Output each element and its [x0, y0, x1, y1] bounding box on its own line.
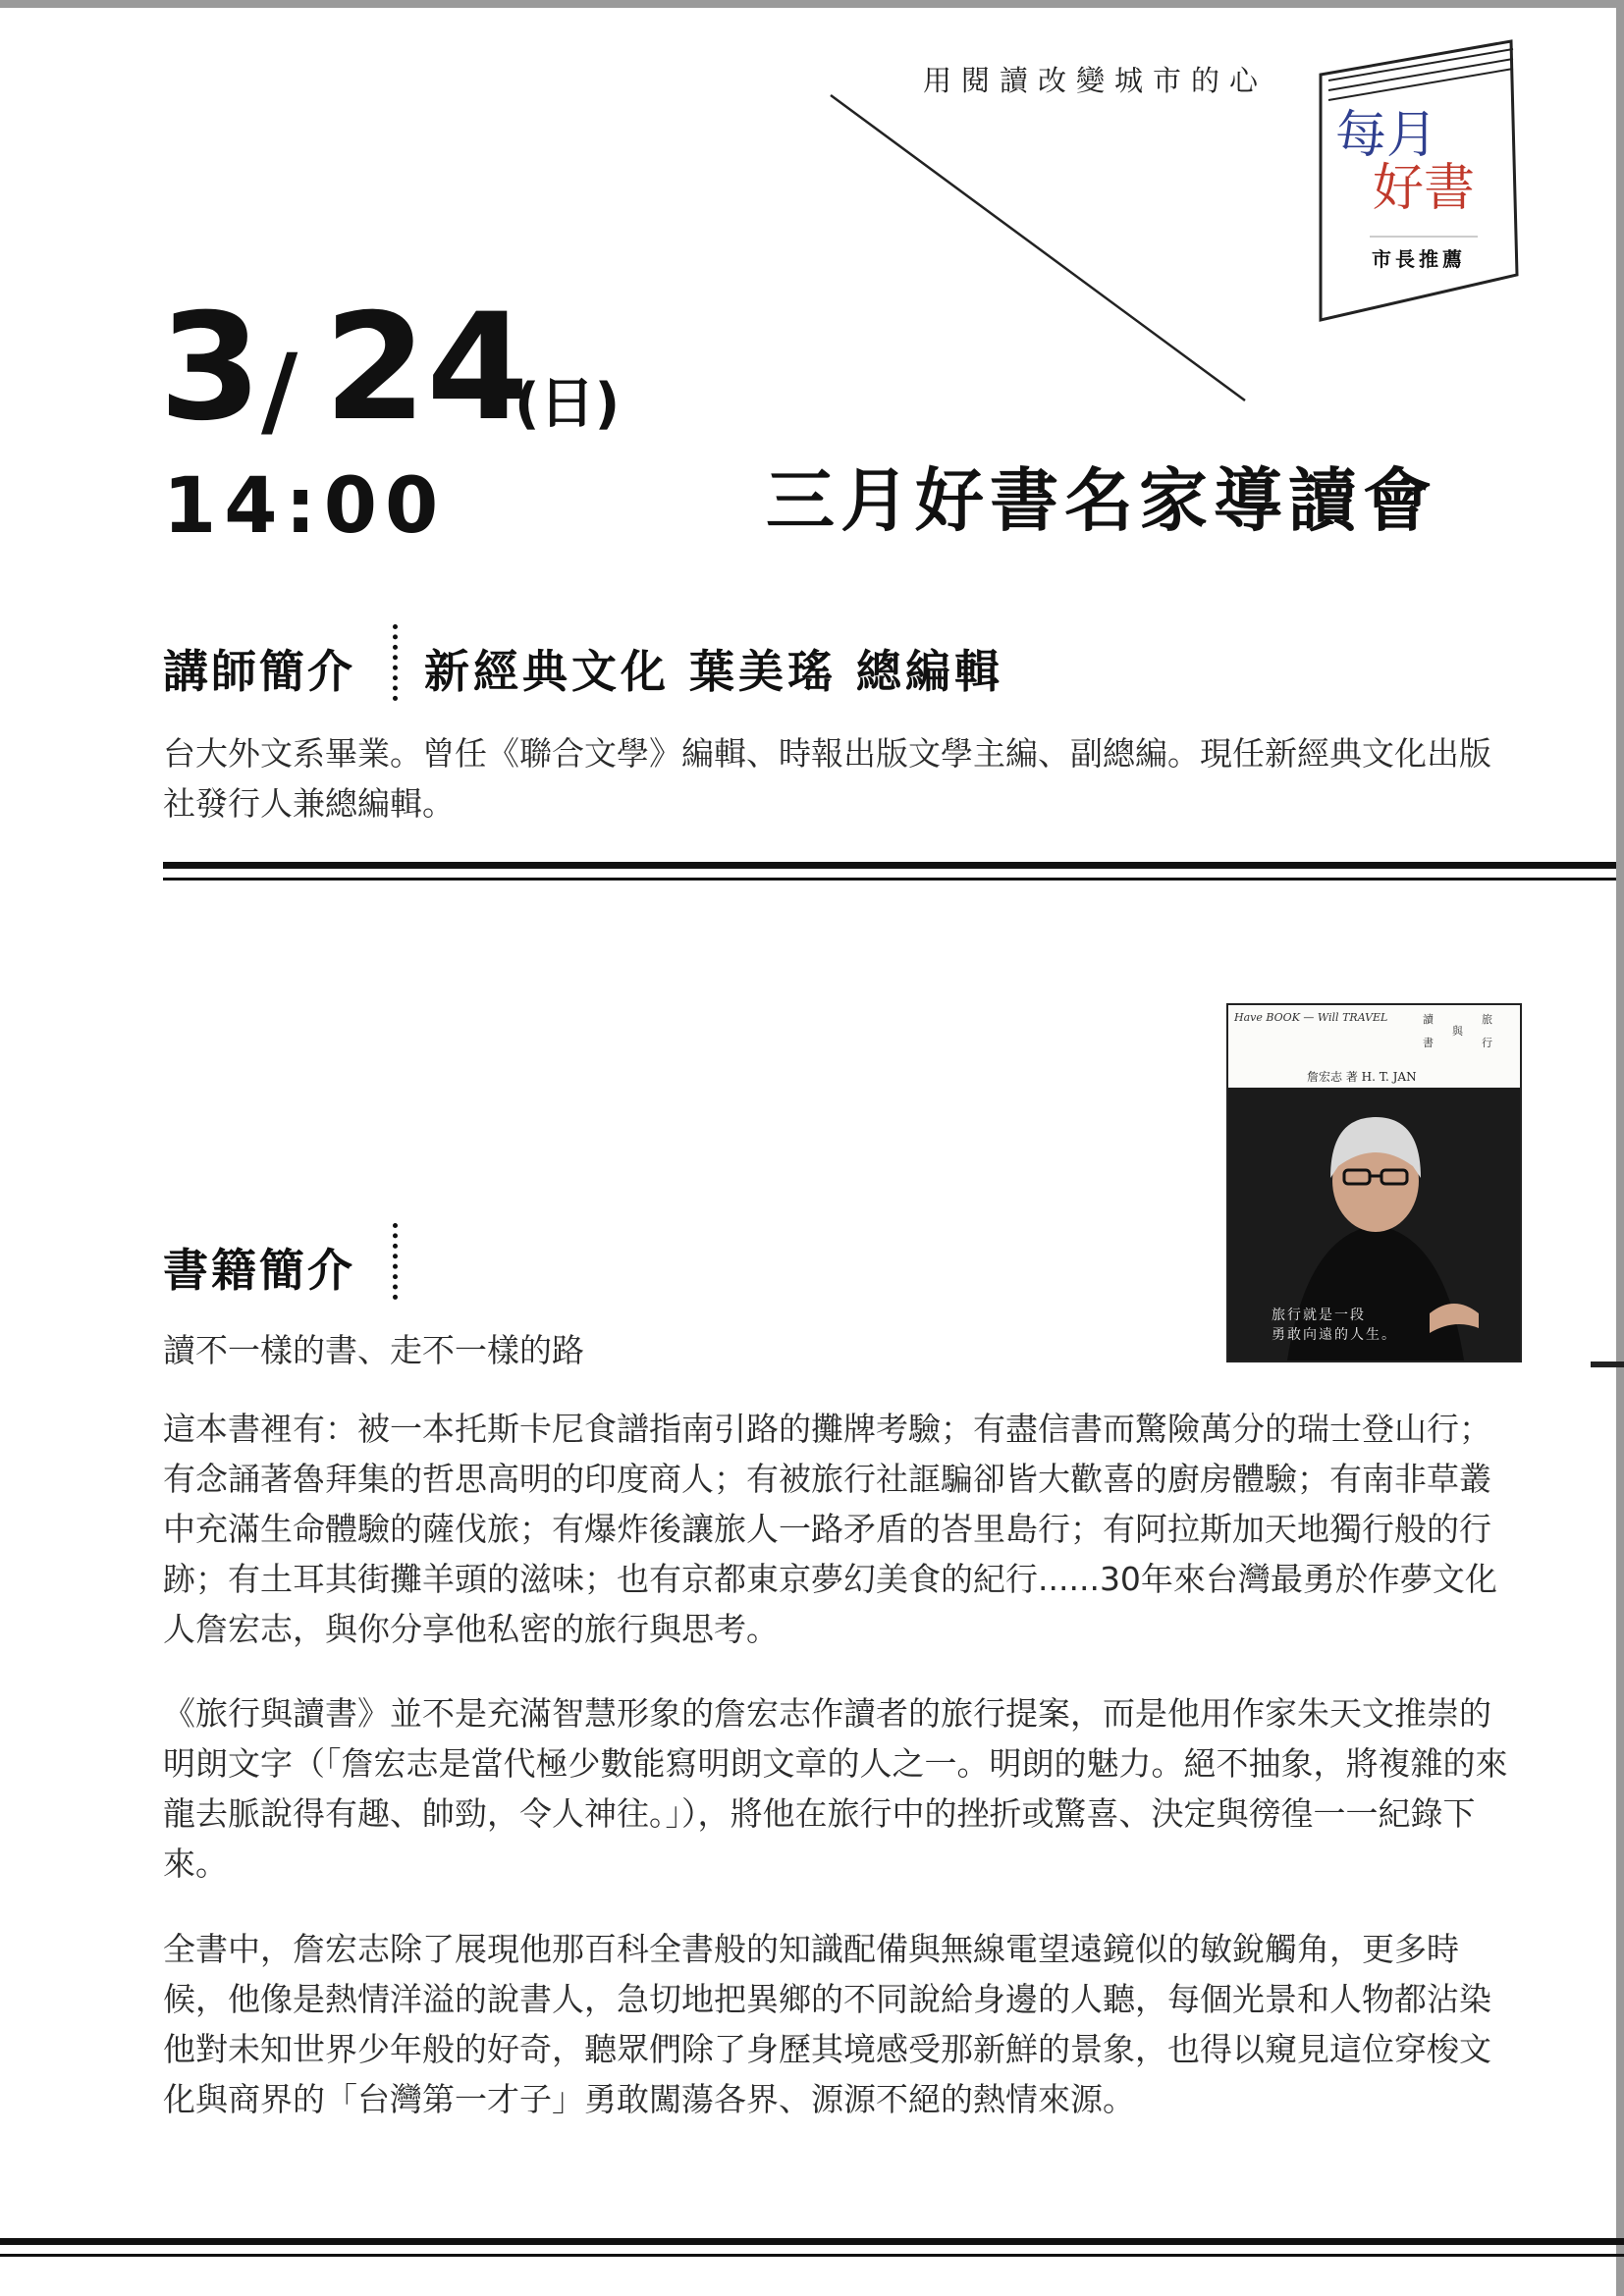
speaker-bio: [163, 728, 1516, 828]
dotted-separator: [393, 624, 398, 701]
cover-vertical-char: 行: [1482, 1037, 1492, 1049]
section-divider: [163, 862, 1616, 869]
event-weekday: (日): [514, 372, 621, 436]
speaker-name: 新經典文化 葉美瑤 總編輯: [424, 645, 1004, 698]
footer-divider-thin: [0, 2254, 1624, 2257]
speaker-section-label: 講師簡介: [163, 645, 355, 698]
book-paragraph-text: 這本書裡有：被一本托斯卡尼食譜指南引路的攤牌考驗；有盡信書而驚險萬分的瑞士登山行；有念誦著魯拜集的哲思高明的印度商人；有被旅行社誆騙卻皆大歡喜的廚房體驗；有南非草叢中充滿生命體驗的薩伐旅；有爆炸後讓旅人一路矛盾的峇里島行；有阿拉斯加天地獨行般的行跡；有土耳其街攤羊頭的滋味；也有京都東京夢幻美食的紀行......30年來台灣最勇於作夢文化人詹宏志，與你分享他私密的旅行與思考。: [163, 1410, 1497, 1648]
footer-divider: [0, 2238, 1624, 2245]
section-divider-thin: [163, 878, 1616, 881]
book-paragraph-1: [163, 1404, 1516, 1654]
book-tagline: [163, 1325, 1516, 1375]
cover-vertical-char: 讀: [1423, 1013, 1434, 1026]
event-title: 三月好書名家導讀會: [766, 460, 1437, 541]
cover-portrait-photo: [1228, 1088, 1520, 1361]
speaker-bio-text: 台大外文系畢業。曾任《聯合文學》編輯、時報出版文學主編、副總編。現任新經典文化出版社發行人兼總編輯。: [163, 734, 1491, 823]
book-paragraph-3: [163, 1924, 1516, 2124]
event-month: 3: [159, 283, 262, 454]
logo-word-1: 每月: [1335, 106, 1438, 165]
cover-title-line: Have BOOK — Will TRAVEL: [1234, 1011, 1388, 1024]
book-tagline-text: 讀不一樣的書、走不一樣的路: [163, 1331, 584, 1369]
cover-tagline-2: 勇敢向遠的人生。: [1272, 1327, 1397, 1343]
cover-vertical-char: 旅: [1482, 1013, 1492, 1026]
slogan: 用閱讀改變城市的心: [923, 64, 1269, 97]
book-paragraph-text: 《旅行與讀書》並不是充滿智慧形象的詹宏志作讀者的旅行提案，而是他用作家朱天文推崇的明朗文字（「詹宏志是當代極少數能寫明朗文章的人之一。明朗的魅力。絕不抽象，將複雜的來龍去脈說得有趣、帥勁，令人神往。」），將他在旅行中的挫折或驚喜、決定與徬徨一一紀錄下來。: [163, 1694, 1508, 1883]
cover-vertical-char: 與: [1452, 1025, 1463, 1038]
cover-vertical-char: 書: [1423, 1037, 1434, 1049]
book-section-label: 書籍簡介: [163, 1244, 355, 1297]
logo-word-2: 好書: [1373, 159, 1476, 218]
cover-tagline-1: 旅行就是一段: [1272, 1308, 1366, 1323]
dotted-separator: [393, 1223, 398, 1300]
book-paragraph-text: 全書中，詹宏志除了展現他那百科全書般的知識配備與無線電望遠鏡似的敏銳觸角，更多時候，他像是熱情洋溢的說書人，急切地把異鄉的不同說給身邊的人聽，每個光景和人物都沾染他對未知世界少年般的好奇，聽眾們除了身歷其境感受那新鮮的景象，也得以窺見這位穿梭文化與商界的「台灣第一才子」勇敢闖蕩各界、源源不絕的熱情來源。: [163, 1930, 1491, 2118]
event-time: 14:00: [163, 462, 447, 551]
event-day: 24: [324, 283, 529, 454]
book-cover-image: [1226, 1003, 1522, 1362]
book-paragraph-2: [163, 1688, 1516, 1889]
date-slash: /: [261, 333, 298, 450]
cover-author: 詹宏志 著 H. T. JAN: [1307, 1070, 1417, 1084]
logo-caption: 市長推薦: [1372, 247, 1466, 271]
